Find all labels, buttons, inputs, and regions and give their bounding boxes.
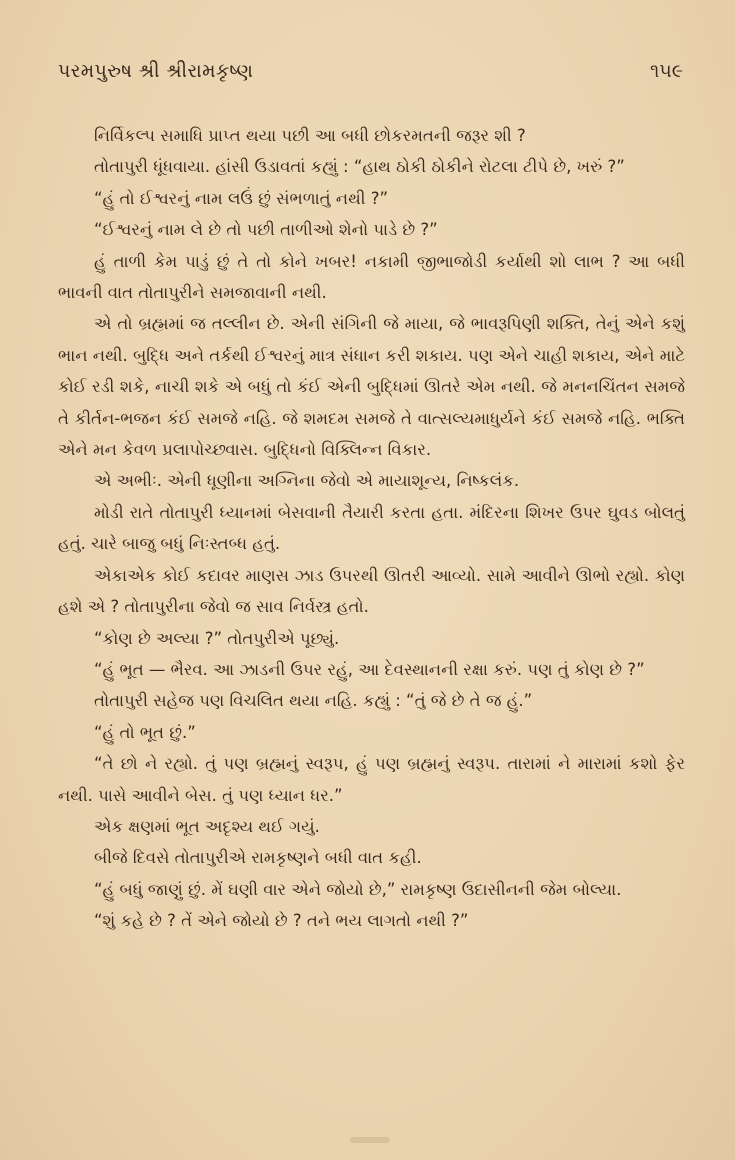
- paragraph: નિર્વિકલ્પ સમાધિ પ્રાપ્ત થયા પછી આ બધી છોકરમતની જરૂર શી ?: [94, 126, 526, 145]
- body-text: [58, 120, 685, 937]
- paragraph: “કોણ છે અલ્યા ?” તોતપુરીએ પૂછ્યું.: [94, 628, 340, 648]
- paragraph: “હું તો ઈશ્વરનું નામ લઉં છું સંભળાતું નથી ?”: [94, 188, 389, 208]
- paragraph: એક ક્ષણમાં ભૂત અદૃશ્ય થઈ ગયું.: [94, 816, 320, 836]
- paragraph: એ અભીઃ. એની ધૂણીના અગ્નિના જેવો એ માયાશૂન્ય, નિષ્કલંક.: [94, 471, 520, 491]
- paragraph: એ તો બ્રહ્મમાં જ તલ્લીન છે. એની સંગિની જે માયા, જે ભાવરૂપિણી શક્તિ, તેનું એને કશું ભાન નથી. બુદ્ધિ અને તર્કથી ઈશ્વરનું માત્ર સંધાન કરી શકાય. પણ એને ચાહી શકાય, એને માટે કોઈ રડી શકે, નાચી શકે એ બધું તો કંઈ એની બુદ્ધિમાં ઊતરે એમ નથી. જે મનનચિંતન સમજે તે કીર્તન-ભજન કંઈ સમજે નહિ. જે શમદમ સમજે તે વાત્સલ્યમાધુર્યને કંઈ સમજે નહિ. ભક્તિ એને મન કેવળ પ્રલાપોચ્છ્વાસ. બુદ્ધિનો વિક્લિન્ન વિકાર.: [58, 314, 685, 460]
- paragraph: “હું ભૂત — ભૈરવ. આ ઝાડની ઉપર રહું, આ દેવસ્થાનની રક્ષા કરું. પણ તું કોણ છે ?”: [94, 659, 645, 679]
- paragraph: “હું બધું જાણું છું. મેં ઘણી વાર એને જોયો છે,” રામકૃષ્ણ ઉદાસીનની જેમ બોલ્યા.: [94, 879, 622, 899]
- paragraph: “ઈશ્વરનું નામ લે છે તો પછી તાળીઓ શેનો પાડે છે ?”: [94, 220, 438, 240]
- paragraph: તોતાપુરી સહેજ પણ વિચલિત થયા નહિ. કહ્યું : “તું જે છે તે જ હું.”: [94, 691, 533, 711]
- paragraph: હું તાળી કેમ પાડું છું તે તો કોને ખબર! નકામી જીભાજોડી કર્યાથી શો લાભ ? આ બધી ભાવની વાત તોતાપુરીને સમજાવાની નથી.: [58, 251, 685, 303]
- paragraph: બીજે દિવસે તોતાપુરીએ રામકૃષ્ણને બધી વાત કહી.: [94, 848, 422, 868]
- paragraph: એકાએક કોઈ કદાવર માણસ ઝાડ ઉપરથી ઊતરી આવ્યો. સામે આવીને ઊભો રહ્યો. કોણ હશે એ ? તોતાપુરીના જેવો જ સાવ નિર્વસ્ત્ર હતો.: [58, 565, 685, 617]
- paragraph: તોતાપુરી ધૂંધવાયા. હાંસી ઉડાવતાં કહ્યું : “હાથ ઠોકી ઠોકીને રોટલા ટીપે છે, ખરું ?”: [94, 157, 625, 177]
- paragraph: મોડી રાતે તોતાપુરી ધ્યાનમાં બેસવાની તૈયારી કરતા હતા. મંદિરના શિખર ઉપર ઘુવડ બોલતું હતું. ચારે બાજુ બધું નિઃસ્તબ્ધ હતું.: [58, 502, 685, 554]
- paragraph: “તે છો ને રહ્યો. તું પણ બ્રહ્મનું સ્વરૂપ, હું પણ બ્રહ્મનું સ્વરૂપ. તારામાં ને મારામાં કશો ફેર નથી. પાસે આવીને બેસ. તું પણ ધ્યાન ધર.”: [58, 754, 685, 805]
- paragraph: “શું કહે છે ? તેં એને જોયો છે ? તને ભય લાગતો નથી ?”: [94, 911, 469, 931]
- ink-smudge: [350, 1137, 390, 1143]
- paragraph: “હું તો ભૂત છું.”: [94, 722, 196, 742]
- running-head: પરમપુરુષ શ્રી શ્રીરામકૃષ્ણ: [58, 60, 254, 82]
- page-number: ૧૫૯: [649, 60, 683, 82]
